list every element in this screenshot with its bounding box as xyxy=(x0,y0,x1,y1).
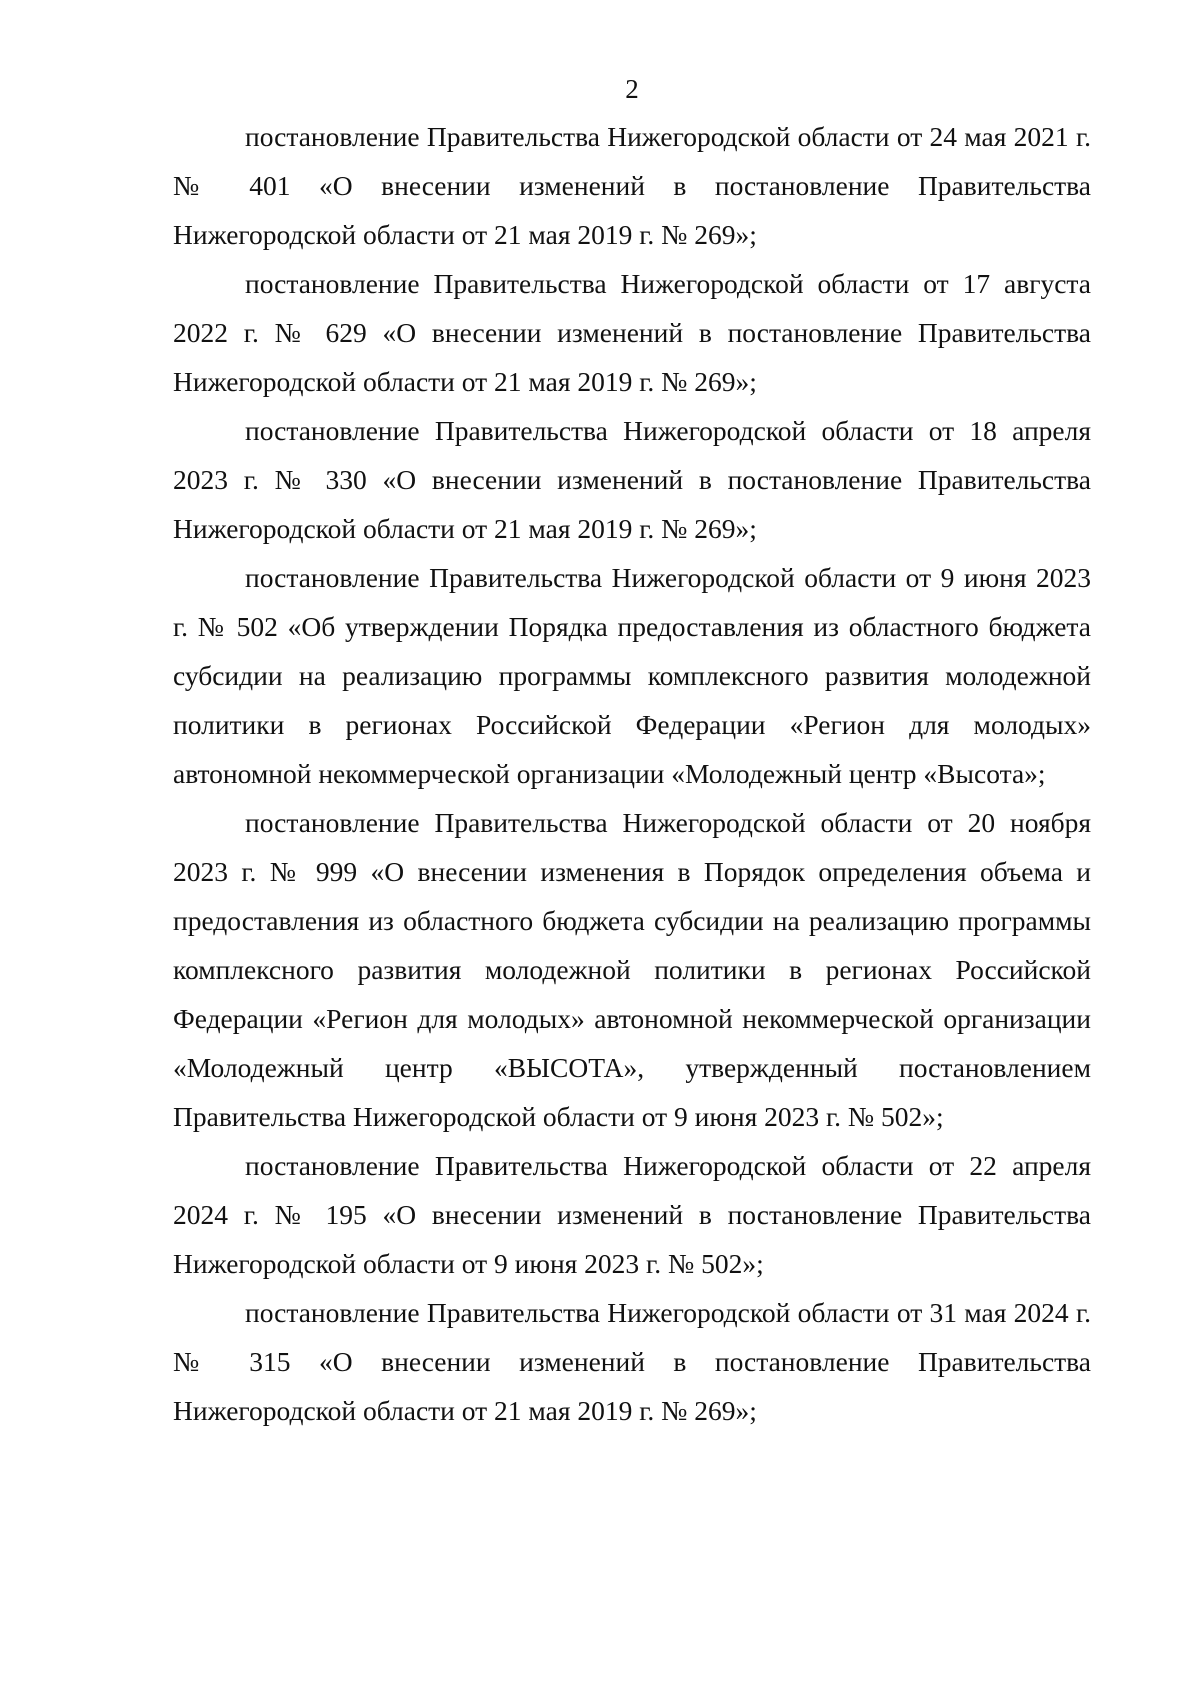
paragraph-decree-629: постановление Правительства Нижегородской области от 17 августа 2022 г. № 629 «О внесении изменений в постановление Правительства Нижегородской области от 21 мая 2019 г. № 269»; xyxy=(173,268,1091,397)
paragraph-decree-401: постановление Правительства Нижегородской области от 24 мая 2021 г. № 401 «О внесении изменений в постановление Правительства Нижегородской области от 21 мая 2019 г. № 269»; xyxy=(173,121,1091,250)
paragraph-decree-315: постановление Правительства Нижегородской области от 31 мая 2024 г. № 315 «О внесении изменений в постановление Правительства Нижегородской области от 21 мая 2019 г. № 269»; xyxy=(173,1297,1091,1426)
page-number: 2 xyxy=(625,74,639,104)
paragraph-decree-502: постановление Правительства Нижегородской области от 9 июня 2023 г. № 502 «Об утверждении Порядка предоставления из областного бюджета субсидии на реализацию программы комплексного развития молодежной политики в регионах Российской Федерации «Регион для молодых» автономной некоммерческой организации «Молодежный центр «Высота»; xyxy=(173,562,1091,789)
document-body xyxy=(173,112,1091,1435)
paragraph-decree-195: постановление Правительства Нижегородской области от 22 апреля 2024 г. № 195 «О внесении изменений в постановление Правительства Нижегородской области от 9 июня 2023 г. № 502»; xyxy=(173,1150,1091,1279)
paragraph-decree-999: постановление Правительства Нижегородской области от 20 ноября 2023 г. № 999 «О внесении изменения в Порядок определения объема и предоставления из областного бюджета субсидии на реализацию программы комплексного развития молодежной политики в регионах Российской Федерации «Регион для молодых» автономной некоммерческой организации «Молодежный центр «ВЫСОТА», утвержденный постановлением Правительства Нижегородской области от 9 июня 2023 г. № 502»; xyxy=(173,807,1091,1132)
paragraph-decree-330: постановление Правительства Нижегородской области от 18 апреля 2023 г. № 330 «О внесении изменений в постановление Правительства Нижегородской области от 21 мая 2019 г. № 269»; xyxy=(173,415,1091,544)
